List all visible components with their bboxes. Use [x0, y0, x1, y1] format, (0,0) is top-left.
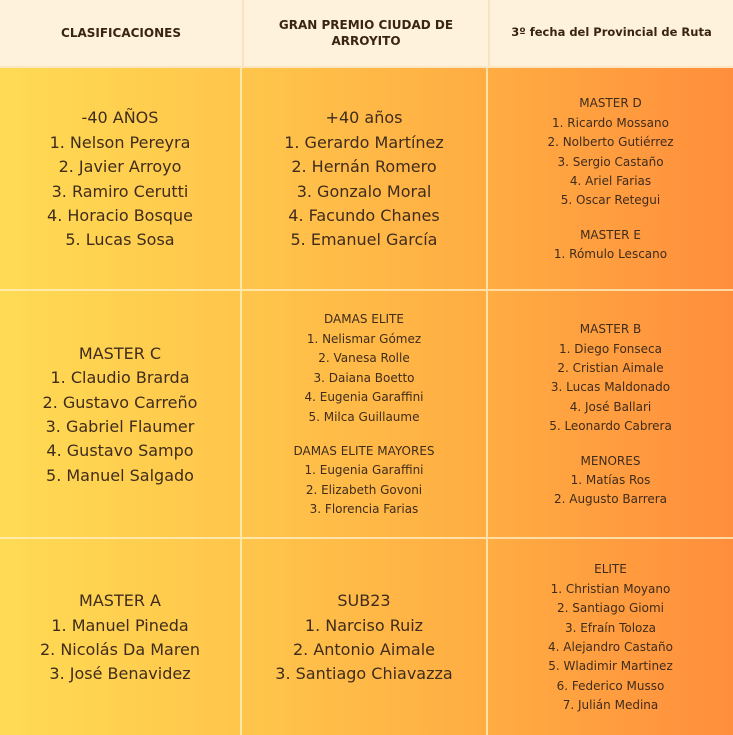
category-title: MENORES [580, 453, 641, 468]
ranking-entry: 1. Eugenia Garaffini [304, 463, 424, 478]
category-group [40, 589, 200, 687]
ranking-entry: 2. Gustavo Carreño [42, 392, 198, 412]
table-cell [488, 291, 733, 539]
ranking-entry: 1. Nelson Pereyra [49, 132, 191, 152]
ranking-entry: 1. Matías Ros [570, 473, 651, 488]
category-title: MASTER D [579, 96, 642, 111]
ranking-entry: 5. Manuel Salgado [46, 465, 194, 485]
category-title: -40 AÑOS [81, 108, 159, 128]
category-group [275, 589, 452, 687]
ranking-entry: 1. Diego Fonseca [558, 341, 662, 356]
ranking-entry: 1. Ricardo Mossano [552, 115, 669, 130]
table-header [0, 0, 733, 68]
category-title: DAMAS ELITE [324, 312, 404, 327]
ranking-entry: 5. Leonardo Cabrera [549, 419, 672, 434]
category-title: MASTER A [79, 591, 161, 611]
ranking-entry: 5. Milca Guillaume [308, 409, 420, 424]
ranking-entry: 2. Nolberto Gutiérrez [547, 135, 674, 150]
category-title: MASTER E [580, 227, 641, 242]
category-title: MASTER C [78, 343, 162, 363]
ranking-entry: 1. Claudio Brarda [50, 368, 190, 388]
category-title: DAMAS ELITE MAYORES [293, 443, 435, 458]
table-cell [242, 68, 488, 291]
category-group [548, 560, 673, 715]
ranking-entry: 3. Sergio Castaño [557, 154, 664, 169]
ranking-entry: 2. Vanesa Rolle [318, 351, 410, 366]
category-group [43, 342, 198, 488]
category-title: MASTER B [579, 322, 642, 337]
ranking-entry: 4. Gustavo Sampo [46, 441, 194, 461]
ranking-entry: 3. Efraín Toloza [564, 620, 657, 635]
header-provincial-ruta: 3º fecha del Provincial de Ruta [488, 0, 733, 66]
ranking-entry: 3. Ramiro Cerutti [51, 181, 189, 201]
table-cell [0, 68, 242, 291]
ranking-entry: 4. Eugenia Garaffini [304, 390, 424, 405]
header-classifications: CLASIFICACIONES [61, 25, 181, 40]
ranking-entry: 3. Florencia Farias [309, 502, 419, 517]
ranking-entry: 4. Alejandro Castaño [548, 640, 673, 654]
table-cell [488, 539, 733, 735]
ranking-entry: 2. Augusto Barrera [553, 492, 668, 507]
category-group [284, 106, 444, 252]
category-group [547, 94, 673, 210]
category-title: SUB23 [337, 591, 391, 611]
ranking-entry: 4. Horacio Bosque [47, 205, 193, 225]
category-group [549, 320, 672, 436]
table-cell [488, 68, 733, 291]
table-cell [242, 539, 488, 735]
ranking-entry: 6. Federico Musso [556, 678, 665, 693]
ranking-entry: 1. Nelismar Gómez [306, 331, 422, 346]
ranking-entry: 3. Gonzalo Moral [296, 181, 432, 201]
category-group [554, 226, 667, 265]
ranking-entry: 4. Facundo Chanes [288, 205, 440, 225]
category-group [293, 442, 434, 520]
table-body [0, 68, 733, 735]
ranking-entry: 2. Antonio Aimale [292, 640, 435, 659]
ranking-entry: 2. Cristian Aimale [557, 360, 664, 375]
category-title: +40 años [325, 108, 403, 128]
table-cell [242, 291, 488, 539]
ranking-entry: 3. Daiana Boetto [313, 370, 415, 385]
ranking-entry: 5. Oscar Retegui [560, 193, 661, 208]
category-group [554, 452, 667, 510]
table-cell [0, 291, 242, 539]
ranking-entry: 5. Emanuel García [290, 230, 438, 250]
ranking-entry: 1. Rómulo Lescano [553, 247, 668, 262]
category-group [47, 106, 193, 252]
ranking-entry: 3. Santiago Chiavazza [275, 664, 453, 684]
category-group [304, 310, 423, 426]
ranking-entry: 5. Wladimir Martinez [548, 659, 673, 674]
ranking-entry: 1. Narciso Ruiz [304, 615, 424, 635]
ranking-entry: 3. Gabriel Flaumer [45, 417, 195, 436]
ranking-entry: 2. Hernán Romero [291, 157, 437, 177]
ranking-entry: 4. José Ballari [569, 399, 652, 414]
ranking-entry: 7. Julián Medina [562, 698, 659, 713]
ranking-entry: 3. Lucas Maldonado [550, 380, 671, 395]
ranking-entry: 2. Santiago Giomi [556, 601, 664, 616]
category-title: ELITE [594, 562, 627, 577]
ranking-entry: 1. Gerardo Martínez [284, 132, 444, 152]
ranking-entry: 5. Lucas Sosa [65, 230, 175, 250]
ranking-entry: 3. José Benavidez [49, 664, 191, 684]
ranking-entry: 1. Manuel Pineda [51, 615, 189, 635]
table-cell [0, 539, 242, 735]
ranking-entry: 4. Ariel Farias [569, 174, 652, 188]
ranking-entry: 2. Elizabeth Govoni [305, 482, 423, 497]
ranking-entry: 2. Javier Arroyo [58, 157, 182, 177]
ranking-entry: 2. Nicolás Da Maren [39, 640, 201, 659]
ranking-entry: 1. Christian Moyano [550, 581, 671, 596]
header-gran-premio: GRAN PREMIO CIUDAD DE ARROYITO [242, 0, 488, 66]
